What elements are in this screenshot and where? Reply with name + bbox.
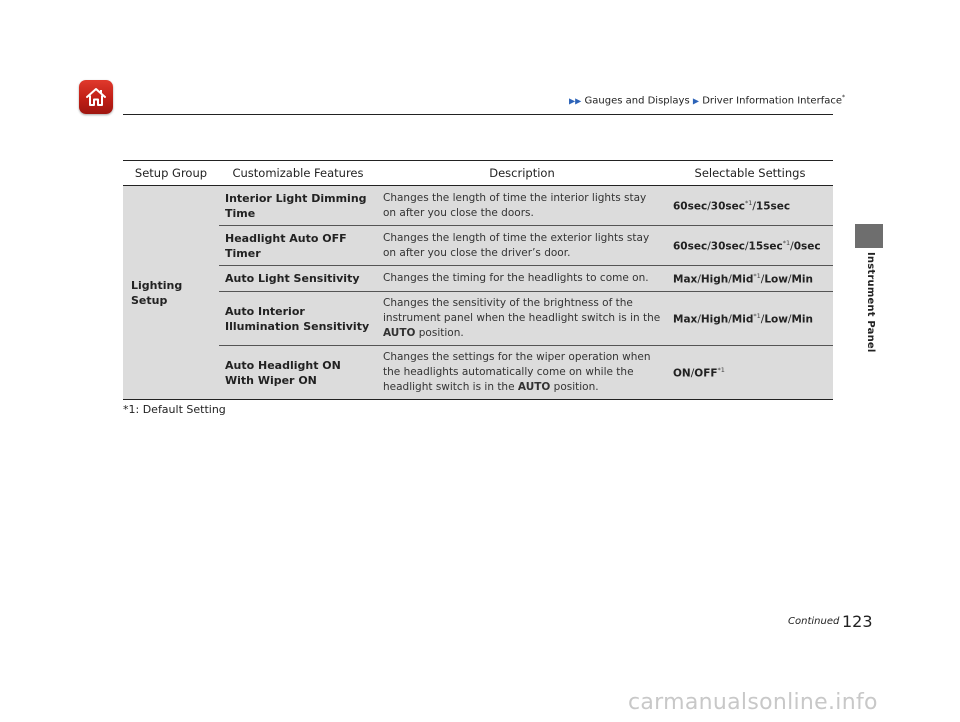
settings-cell: Max/High/Mid$^{*1}$/Low/Min (667, 266, 833, 292)
setup-group-cell: Lighting Setup (123, 186, 219, 400)
header-features: Customizable Features (219, 161, 377, 186)
description-cell: Changes the length of time the exterior lights stay on after you close the driver’s door. (377, 226, 667, 266)
feature-cell: Auto Interior Illumination Sensitivity (219, 292, 377, 346)
section-label: Instrument Panel (865, 252, 876, 353)
home-button[interactable] (79, 80, 113, 114)
settings-cell: Max/High/Mid$^{*1}$/Low/Min (667, 292, 833, 346)
section-tab[interactable] (855, 224, 883, 248)
table-row (123, 186, 833, 226)
footnote: *1: Default Setting (123, 403, 226, 416)
breadcrumb-item-gauges[interactable]: Gauges and Displays (584, 95, 690, 107)
settings-table (123, 160, 833, 400)
page-number: 123 (842, 612, 873, 631)
table-row (123, 266, 833, 292)
description-cell: Changes the timing for the headlights to come on. (377, 266, 667, 292)
footnote-asterisk: * (842, 94, 845, 101)
header-settings: Selectable Settings (667, 161, 833, 186)
header-description: Description (377, 161, 667, 186)
settings-cell: ON/OFF$^{*1}$ (667, 346, 833, 400)
breadcrumb-item-dii[interactable]: Driver Information Interface (702, 95, 842, 107)
description-cell: Changes the sensitivity of the brightness of the instrument panel when the headlight switch is in the AUTO position. (377, 292, 667, 346)
settings-cell: $60\sec/30\sec/15\sec^{*1}/0\sec$ (667, 226, 833, 266)
home-icon (85, 86, 107, 108)
feature-cell: Auto Light Sensitivity (219, 266, 377, 292)
chevron-right-icon: ▶ (692, 96, 700, 106)
feature-cell: Headlight Auto OFF Timer (219, 226, 377, 266)
feature-cell: Auto Headlight ON With Wiper ON (219, 346, 377, 400)
table-row (123, 226, 833, 266)
watermark: carmanualsonline.info (628, 690, 878, 715)
description-cell: Changes the settings for the wiper operation when the headlights automatically come on while the headlight switch is in the AUTO position. (377, 346, 667, 400)
continued-label: Continued (788, 616, 840, 627)
header-setup-group: Setup Group (123, 161, 219, 186)
chevron-right-icon: ▶▶ (569, 96, 582, 106)
table-row (123, 346, 833, 400)
header-divider (123, 114, 833, 115)
table-row (123, 292, 833, 346)
settings-cell: $60\sec/30\sec^{*1}/15\sec$ (667, 186, 833, 226)
description-cell: Changes the length of time the interior lights stay on after you close the doors. (377, 186, 667, 226)
table-header-row (123, 161, 833, 186)
feature-cell: Interior Light Dimming Time (219, 186, 377, 226)
breadcrumb (569, 94, 845, 106)
